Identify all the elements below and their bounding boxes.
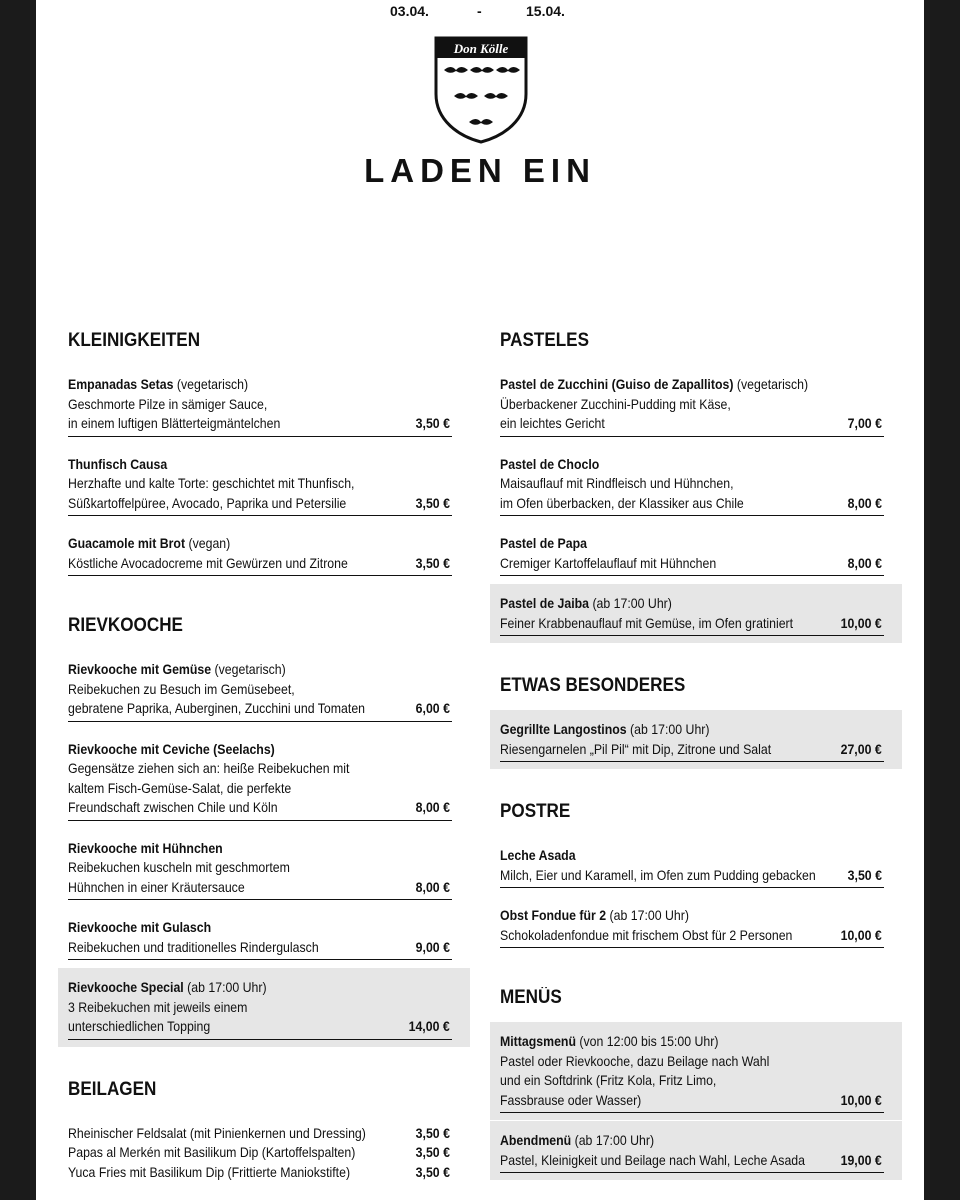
menu-item-rievkooche-ceviche <box>68 740 452 821</box>
section-title-postre: POSTRE <box>500 801 571 822</box>
item-price: 3,50 € <box>847 866 882 883</box>
item-price: 10,00 € <box>840 614 882 631</box>
item-name: Rievkooche mit Ceviche (Seelachs) <box>68 740 275 757</box>
section-title-beilagen: BEILAGEN <box>68 1078 157 1100</box>
item-description: Überbackener Zucchini-Pudding mit Käse, <box>500 395 731 412</box>
menu-item-rievkooche-special <box>68 978 452 1040</box>
item-description: unterschiedlichen Topping <box>68 1018 211 1034</box>
item-name: Empanadas Setas <box>68 376 174 392</box>
item-name: Guacamole mit Brot <box>68 535 186 551</box>
menu-item-thunfisch-causa <box>68 455 452 517</box>
item-description: gebratene Paprika, Auberginen, Zucchini und Tomaten <box>68 700 366 716</box>
item-name: Thunfisch Causa <box>68 455 168 472</box>
side-dish-row <box>68 1163 452 1183</box>
item-note: (ab 17:00 Uhr) <box>589 595 672 611</box>
section-title-menus: MENÜS <box>500 987 562 1008</box>
item-description: 3 Reibekuchen mit jeweils einem <box>68 998 248 1015</box>
item-price: 10,00 € <box>840 926 882 943</box>
item-price: 7,00 € <box>847 415 882 431</box>
side-dish-name: Yuca Fries mit Basilikum Dip (Frittierte Maniokstifte) <box>68 1163 351 1180</box>
item-name: Pastel de Papa <box>500 535 587 551</box>
menu-column-left <box>68 327 452 1182</box>
menu-column-right <box>500 327 884 1191</box>
item-description: Maisauflauf mit Rindfleisch und Hühnchen, <box>500 475 734 491</box>
item-name: Obst Fondue für 2 <box>500 907 607 923</box>
item-description: Hühnchen in einer Kräutersauce <box>68 878 245 895</box>
side-dish-price: 3,50 € <box>415 1124 450 1141</box>
menu-item-gegrillte-langostinos <box>500 720 884 762</box>
item-price: 27,00 € <box>840 740 882 757</box>
item-description: Köstliche Avocadocreme mit Gewürzen und Zitrone <box>68 554 348 571</box>
menu-item-pastel-papa <box>500 534 884 576</box>
item-description: Riesengarnelen „Pil Pil“ mit Dip, Zitrone und Salat <box>500 740 772 757</box>
item-description: Herzhafte und kalte Torte: geschichtet mit Thunfisch, <box>68 475 355 491</box>
item-description: kaltem Fisch-Gemüse-Salat, die perfekte <box>68 779 292 796</box>
item-description: Gegensätze ziehen sich an: heiße Reibekuchen mit <box>68 760 350 776</box>
item-description: Feiner Krabbenauflauf mit Gemüse, im Ofen gratiniert <box>500 614 794 631</box>
item-description: und ein Softdrink (Fritz Kola, Fritz Limo, <box>500 1072 717 1088</box>
item-price: 19,00 € <box>840 1151 882 1168</box>
side-dish-name: Papas al Merkén mit Basilikum Dip (Kartoffelspalten) <box>68 1144 356 1160</box>
item-price: 3,50 € <box>415 494 450 511</box>
item-name: Abendmenü <box>500 1132 572 1148</box>
date-range <box>0 3 960 23</box>
side-dish-price: 3,50 € <box>415 1163 450 1180</box>
item-name: Gegrillte Langostinos <box>500 721 627 737</box>
don-koelle-crest-logo <box>434 36 528 144</box>
item-price: 14,00 € <box>408 1018 450 1034</box>
item-price: 8,00 € <box>415 799 450 815</box>
item-note: (vegetarisch) <box>211 661 286 677</box>
item-description: Reibekuchen zu Besuch im Gemüsebeet, <box>68 680 295 697</box>
item-note: (vegan) <box>185 535 231 551</box>
item-note: (ab 17:00 Uhr) <box>571 1132 655 1148</box>
item-name: Pastel de Jaiba <box>500 595 590 611</box>
date-to: 15.04. <box>526 3 565 19</box>
item-description: Cremiger Kartoffelauflauf mit Hühnchen <box>500 554 717 571</box>
section-title-etwas-besonderes: ETWAS BESONDERES <box>500 675 686 696</box>
item-description: Freundschaft zwischen Chile und Köln <box>68 799 278 815</box>
section-title-kleinigkeiten: KLEINIGKEITEN <box>68 330 201 351</box>
item-description: Geschmorte Pilze in sämiger Sauce, <box>68 395 268 412</box>
date-from: 03.04. <box>390 3 429 19</box>
item-description: Reibekuchen kuscheln mit geschmortem <box>68 859 290 875</box>
menu-item-abendmenue <box>500 1131 884 1173</box>
item-note: (vegetarisch) <box>173 376 249 392</box>
item-description: Pastel oder Rievkooche, dazu Beilage nach Wahl <box>500 1052 770 1069</box>
item-name: Rievkooche Special <box>68 979 184 995</box>
item-note: (vegetarisch) <box>733 376 809 392</box>
menu-item-rievkooche-gulasch <box>68 918 452 960</box>
item-description: Milch, Eier und Karamell, im Ofen zum Pudding gebacken <box>500 866 816 883</box>
side-dish-row <box>68 1124 452 1144</box>
item-name: Mittagsmenü <box>500 1033 576 1049</box>
item-description: Pastel, Kleinigkeit und Beilage nach Wahl, Leche Asada <box>500 1151 806 1168</box>
item-name: Rievkooche mit Gemüse <box>68 661 212 677</box>
item-name: Pastel de Zucchini (Guiso de Zapallitos) <box>500 376 734 392</box>
item-name: Rievkooche mit Gulasch <box>68 919 212 935</box>
item-description: Schokoladenfondue mit frischem Obst für 2 Personen <box>500 926 793 943</box>
item-price: 10,00 € <box>840 1091 882 1108</box>
menu-item-pastel-zucchini <box>500 375 884 437</box>
item-price: 3,50 € <box>415 415 450 431</box>
item-note: (von 12:00 bis 15:00 Uhr) <box>575 1033 719 1049</box>
menu-item-pastel-choclo <box>500 455 884 517</box>
side-dish-row <box>68 1143 452 1163</box>
side-dish-name: Rheinischer Feldsalat (mit Pinienkernen und Dressing) <box>68 1124 366 1141</box>
date-separator: - <box>477 3 482 19</box>
menu-item-obst-fondue <box>500 906 884 948</box>
logo-text: Don Kölle <box>453 41 509 56</box>
menu-item-rievkooche-gemuese <box>68 660 452 722</box>
item-description: Süßkartoffelpüree, Avocado, Paprika und Petersilie <box>68 494 347 511</box>
menu-item-leche-asada <box>500 846 884 888</box>
item-description: Fassbrause oder Wasser) <box>500 1091 642 1108</box>
menu-item-empanadas-setas <box>68 375 452 437</box>
item-description: Reibekuchen und traditionelles Rindergulasch <box>68 938 319 955</box>
menu-item-pastel-jaiba <box>500 594 884 636</box>
item-description: im Ofen überbacken, der Klassiker aus Chile <box>500 494 744 511</box>
section-title-rievkooche: RIEVKOOCHE <box>68 615 183 636</box>
page-title: LADEN EIN <box>364 152 596 189</box>
menu-item-rievkooche-huehnchen <box>68 839 452 901</box>
item-price: 8,00 € <box>847 494 882 511</box>
item-description: ein leichtes Gericht <box>500 415 605 431</box>
menu-item-guacamole <box>68 534 452 576</box>
item-name: Rievkooche mit Hühnchen <box>68 839 223 856</box>
section-title-pasteles: PASTELES <box>500 330 590 351</box>
menu-item-mittagsmenue <box>500 1032 884 1113</box>
item-price: 6,00 € <box>415 700 450 716</box>
item-price: 8,00 € <box>415 878 450 895</box>
item-note: (ab 17:00 Uhr) <box>183 979 267 995</box>
item-name: Pastel de Choclo <box>500 455 600 472</box>
side-dish-price: 3,50 € <box>415 1144 450 1160</box>
item-price: 9,00 € <box>415 938 450 955</box>
item-note: (ab 17:00 Uhr) <box>606 907 689 923</box>
item-price: 3,50 € <box>415 554 450 571</box>
item-note: (ab 17:00 Uhr) <box>626 721 710 737</box>
item-name: Leche Asada <box>500 847 576 863</box>
item-description: in einem luftigen Blätterteigmäntelchen <box>68 415 281 431</box>
item-price: 8,00 € <box>847 554 882 571</box>
